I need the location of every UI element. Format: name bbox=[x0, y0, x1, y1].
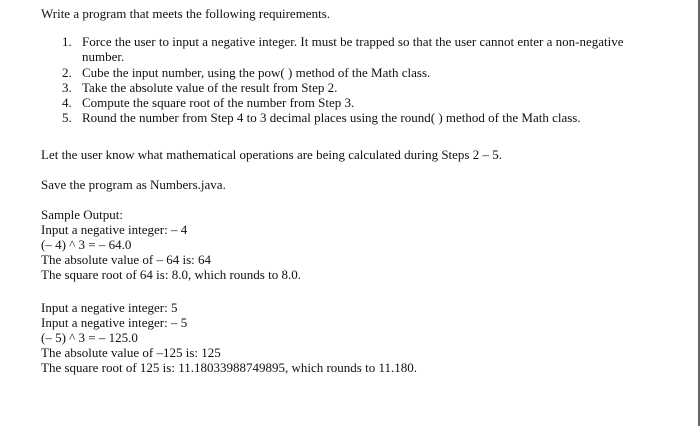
requirement-number: 1. bbox=[62, 34, 72, 49]
requirement-number: 5. bbox=[62, 110, 72, 125]
sample-line: The absolute value of – 64 is: 64 bbox=[41, 252, 212, 267]
sample-line: (– 4) ^ 3 = – 64.0 bbox=[41, 237, 132, 252]
requirement-number: 3. bbox=[62, 80, 72, 95]
sample-line: Input a negative integer: – 4 bbox=[41, 222, 188, 237]
assignment-title: Write a program that meets the following requirements. bbox=[41, 6, 330, 21]
requirement-text: Take the absolute value of the result from Step 2. bbox=[82, 80, 338, 95]
sample-line: (– 5) ^ 3 = – 125.0 bbox=[41, 330, 138, 345]
requirement-text: Cube the input number, using the pow( ) method of the Math class. bbox=[82, 65, 431, 80]
save-instruction: Save the program as Numbers.java. bbox=[41, 177, 226, 192]
sample-line: Input a negative integer: 5 bbox=[41, 300, 178, 315]
requirement-text: Round the number from Step 4 to 3 decimal places using the round( ) method of the Math class. bbox=[82, 110, 581, 125]
sample-line: The absolute value of –125 is: 125 bbox=[41, 345, 221, 360]
sample-line: The square root of 64 is: 8.0, which rounds to 8.0. bbox=[41, 267, 301, 282]
requirement-number: 2. bbox=[62, 65, 72, 80]
sample-output-heading: Sample Output: bbox=[41, 207, 123, 222]
instruction-text: Let the user know what mathematical operations are being calculated during Steps 2 – 5. bbox=[41, 147, 502, 162]
sample-line: The square root of 125 is: 11.18033988749895, which rounds to 11.180. bbox=[41, 360, 417, 375]
sample-line: Input a negative integer: – 5 bbox=[41, 315, 188, 330]
requirement-number: 4. bbox=[62, 95, 72, 110]
requirement-text: Compute the square root of the number from Step 3. bbox=[82, 95, 355, 110]
requirement-text: Force the user to input a negative integer. It must be trapped so that the user cannot enter a non-negative number. bbox=[82, 34, 624, 64]
